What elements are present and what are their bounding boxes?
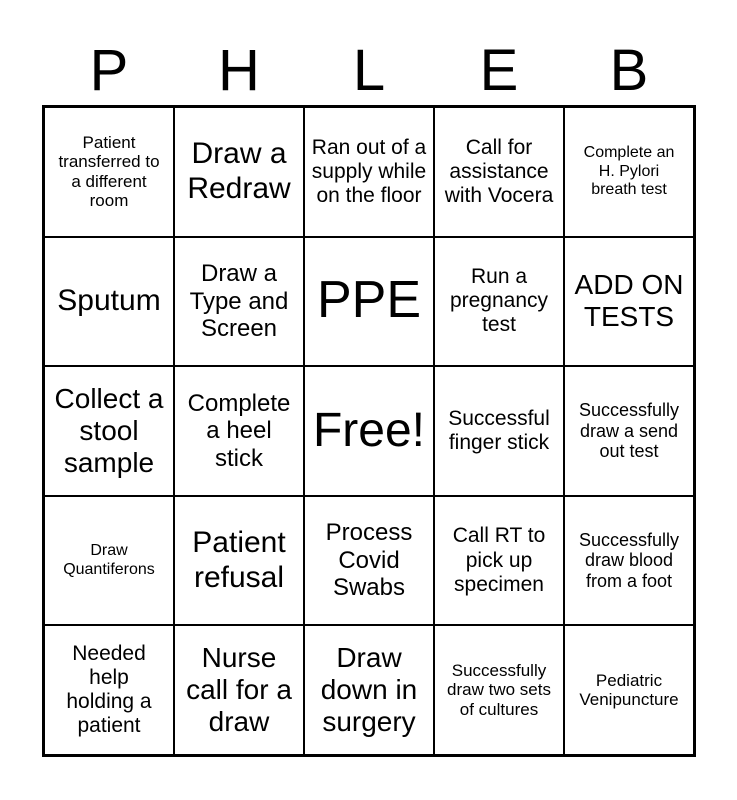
cell-text: Nurse call for a draw — [186, 641, 292, 738]
bingo-cell-r3-c5[interactable] — [564, 366, 694, 496]
cell-text: Call for assistance with Vocera — [444, 135, 554, 207]
bingo-cell-r2-c5[interactable] — [564, 237, 694, 367]
header-letter-b: B — [609, 38, 649, 103]
bingo-cell-r4-c2[interactable] — [174, 496, 304, 626]
cell-text: Collect a stool sample — [54, 382, 164, 479]
cell-text: Complete a heel stick — [187, 389, 291, 472]
cell-text: Process Covid Swabs — [325, 519, 413, 602]
cell-text: ADD ON TESTS — [574, 269, 684, 333]
bingo-cell-r1-c1[interactable] — [44, 107, 174, 237]
cell-text: Complete an H. Pylori breath test — [583, 144, 675, 198]
cell-text: Patient transferred to a different room — [58, 132, 160, 211]
bingo-cell-r1-c5[interactable] — [564, 107, 694, 237]
bingo-cell-r4-c5[interactable] — [564, 496, 694, 626]
cell-text: Draw Quantiferons — [63, 542, 155, 578]
header-letter-h: H — [218, 38, 260, 103]
bingo-cell-r3-c4[interactable] — [434, 366, 564, 496]
cell-text: Patient refusal — [192, 526, 286, 594]
bingo-board — [42, 105, 696, 757]
header-letter-e: E — [479, 38, 519, 103]
bingo-cell-r3-c2[interactable] — [174, 366, 304, 496]
bingo-cell-r4-c4[interactable] — [434, 496, 564, 626]
cell-text: PPE — [316, 271, 422, 330]
cell-text: Run a pregnancy test — [449, 265, 549, 337]
cell-text: Free! — [312, 404, 426, 458]
bingo-cell-r1-c2[interactable] — [174, 107, 304, 237]
bingo-cell-r4-c3[interactable] — [304, 496, 434, 626]
bingo-cell-r1-c4[interactable] — [434, 107, 564, 237]
cell-text: Draw a Redraw — [187, 137, 291, 205]
cell-text: Successful finger stick — [448, 406, 550, 454]
header-letter-l: L — [352, 38, 386, 103]
bingo-cell-r3-c1[interactable] — [44, 366, 174, 496]
cell-text: Pediatric Venipuncture — [579, 670, 679, 710]
bingo-cell-r5-c3[interactable] — [304, 625, 434, 755]
bingo-cell-r5-c4[interactable] — [434, 625, 564, 755]
bingo-cell-r5-c2[interactable] — [174, 625, 304, 755]
bingo-cell-r5-c1[interactable] — [44, 625, 174, 755]
cell-text: Successfully draw a send out test — [578, 399, 680, 462]
bingo-cell-r3-c3[interactable] — [304, 366, 434, 496]
cell-text: Call RT to pick up specimen — [452, 524, 546, 596]
cell-text: Ran out of a supply while on the floor — [311, 135, 427, 207]
cell-text: Needed help holding a patient — [66, 641, 152, 738]
bingo-cell-r1-c3[interactable] — [304, 107, 434, 237]
bingo-cell-r5-c5[interactable] — [564, 625, 694, 755]
bingo-header — [44, 40, 694, 102]
cell-text: Draw a Type and Screen — [189, 260, 289, 343]
cell-text: Successfully draw two sets of cultures — [447, 660, 551, 719]
bingo-cell-r4-c1[interactable] — [44, 496, 174, 626]
header-letter-p: P — [89, 38, 129, 103]
cell-text: Successfully draw blood from a foot — [578, 529, 680, 591]
bingo-cell-r2-c2[interactable] — [174, 237, 304, 367]
bingo-cell-r2-c3[interactable] — [304, 237, 434, 367]
cell-text: Sputum — [57, 284, 161, 318]
bingo-cell-r2-c1[interactable] — [44, 237, 174, 367]
cell-text: Draw down in surgery — [320, 641, 418, 738]
bingo-cell-r2-c4[interactable] — [434, 237, 564, 367]
